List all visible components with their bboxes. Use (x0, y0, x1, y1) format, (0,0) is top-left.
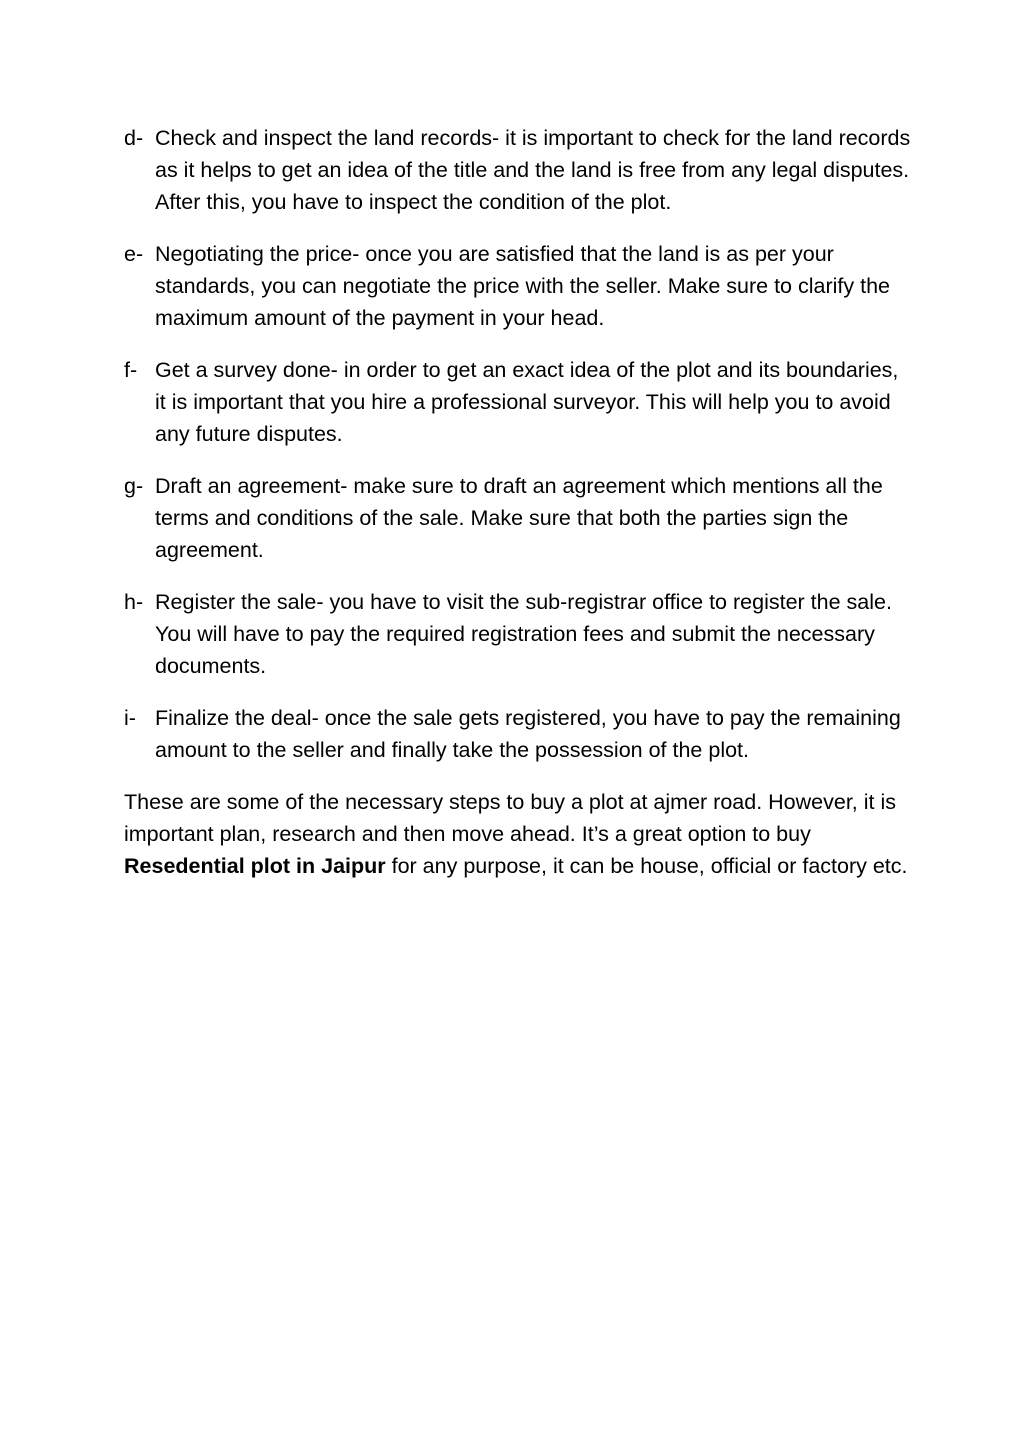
list-item (124, 586, 914, 682)
steps-list (124, 122, 914, 766)
list-marker: d- (124, 126, 144, 150)
list-item-text: Negotiating the price- once you are satisfied that the land is as per your standards, you can negotiate the price with the seller. Make sure to clarify the maximum amount of the payment in your head. (155, 242, 890, 330)
list-item-text: Check and inspect the land records- it is important to check for the land records as it helps to get an idea of the title and the land is free from any legal disputes. After this, you have to inspect the condition of the plot. (155, 126, 911, 214)
list-item (124, 122, 914, 218)
list-item (124, 238, 914, 334)
list-marker: e- (124, 242, 144, 266)
closing-bold-phrase: Resedential plot in Jaipur (124, 854, 386, 878)
list-item (124, 354, 914, 450)
closing-text-end: for any purpose, it can be house, official or factory etc. (385, 854, 908, 878)
list-marker: f- (124, 358, 138, 382)
list-marker: g- (124, 474, 144, 498)
list-item (124, 702, 914, 766)
closing-text-start: These are some of the necessary steps to buy a plot at ajmer road. However, it is important plan, research and then move ahead. It’s a great option to buy (124, 790, 896, 846)
list-item-text: Get a survey done- in order to get an exact idea of the plot and its boundaries, it is important that you hire a professional surveyor. This will help you to avoid any future disputes. (155, 358, 899, 446)
list-item-text: Finalize the deal- once the sale gets registered, you have to pay the remaining amount to the seller and finally take the possession of the plot. (155, 706, 901, 762)
closing-paragraph (124, 786, 914, 882)
list-marker: h- (124, 590, 144, 614)
list-item-text: Draft an agreement- make sure to draft an agreement which mentions all the terms and conditions of the sale. Make sure that both the parties sign the agreement. (155, 474, 883, 562)
list-item-text: Register the sale- you have to visit the sub-registrar office to register the sale. You will have to pay the required registration fees and submit the necessary documents. (155, 590, 892, 678)
document-page (124, 122, 914, 882)
list-item (124, 470, 914, 566)
list-marker: i- (124, 706, 136, 730)
